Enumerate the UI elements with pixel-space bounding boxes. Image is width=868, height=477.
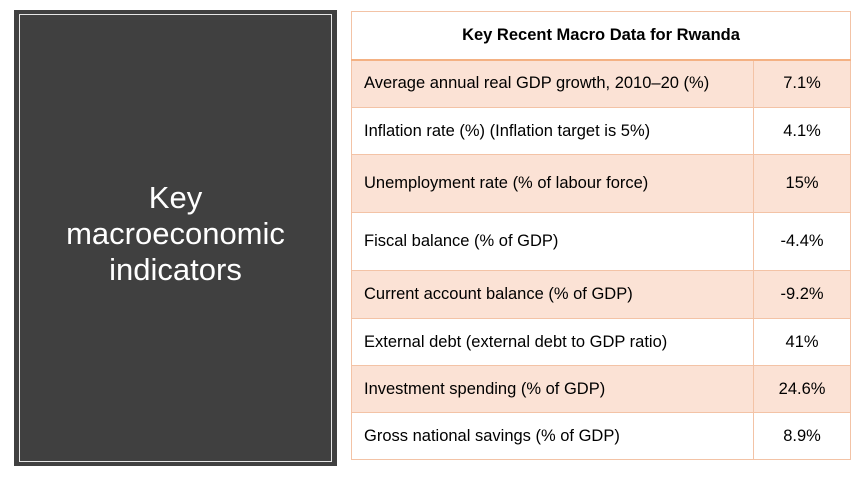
row-label: Inflation rate (%) (Inflation target is 5%) (352, 108, 754, 155)
table-row (352, 108, 851, 155)
table-row (352, 155, 851, 213)
table-header-row (352, 12, 851, 60)
slide-title-line: Key (148, 180, 203, 215)
title-panel (14, 10, 337, 466)
row-value: 7.1% (754, 60, 851, 108)
row-value: 15% (754, 155, 851, 213)
row-value: 41% (754, 319, 851, 366)
row-value: 24.6% (754, 366, 851, 413)
row-label: Gross national savings (% of GDP) (352, 413, 754, 460)
row-value: -9.2% (754, 271, 851, 319)
row-value: 4.1% (754, 108, 851, 155)
table-row (352, 413, 851, 460)
slide-title (14, 180, 337, 288)
row-label: Current account balance (% of GDP) (352, 271, 754, 319)
row-label: External debt (external debt to GDP ratio) (352, 319, 754, 366)
table-row (352, 366, 851, 413)
table-row (352, 60, 851, 108)
slide-title-line: indicators (109, 252, 242, 287)
macro-data-table (351, 11, 851, 460)
table-row (352, 271, 851, 319)
table-row (352, 213, 851, 271)
row-value: 8.9% (754, 413, 851, 460)
table-row (352, 319, 851, 366)
row-label: Average annual real GDP growth, 2010–20 (%) (352, 60, 754, 108)
row-label: Unemployment rate (% of labour force) (352, 155, 754, 213)
row-label: Fiscal balance (% of GDP) (352, 213, 754, 271)
row-value: -4.4% (754, 213, 851, 271)
row-label: Investment spending (% of GDP) (352, 366, 754, 413)
slide-title-line: macroeconomic (66, 216, 285, 251)
table-header: Key Recent Macro Data for Rwanda (352, 12, 851, 60)
